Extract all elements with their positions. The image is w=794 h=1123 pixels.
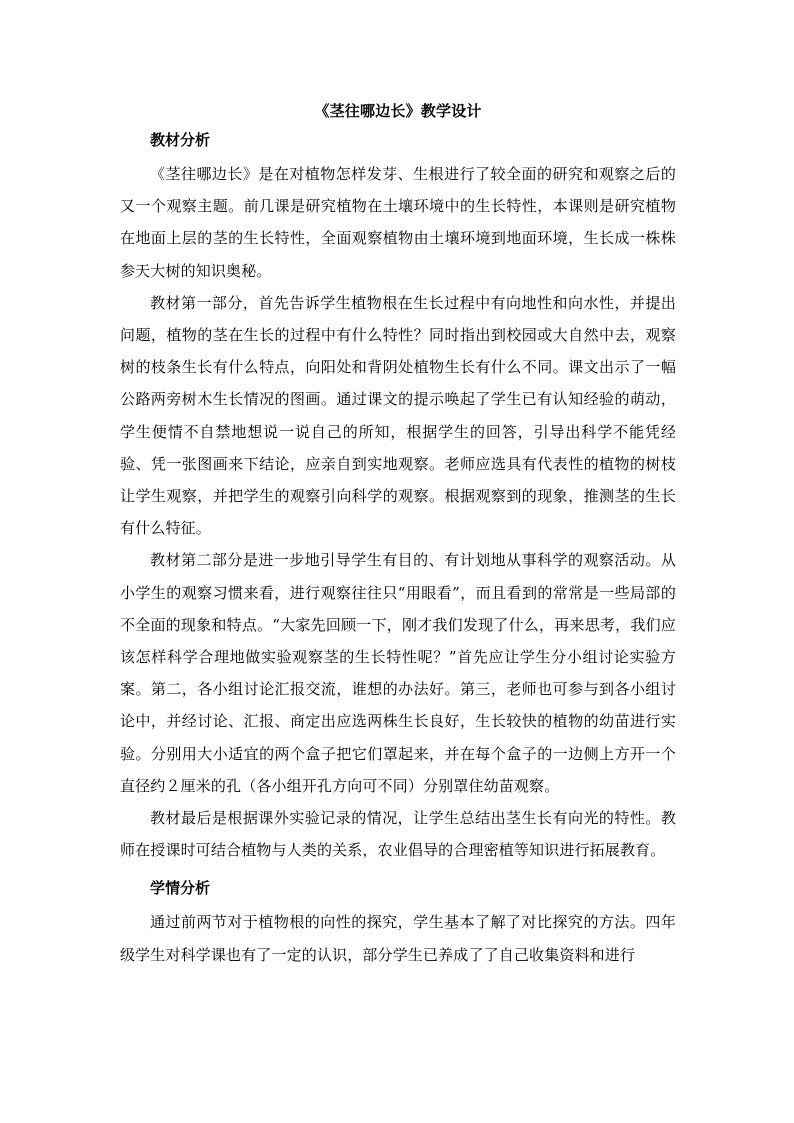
section-student-analysis bbox=[120, 876, 676, 970]
document-title: 《茎往哪边长》教学设计 bbox=[314, 102, 482, 120]
section-heading: 学情分析 bbox=[150, 879, 211, 898]
section-textbook-analysis bbox=[120, 128, 676, 866]
paragraph: 教材第二部分是进一步地引导学生有目的、有计划地从事科学的观察活动。从小学生的观察习惯来看，进行观察往往只“用眼看”，而且看到的常常是一些局部的不全面的现象和特点。“大家先回顾一下，刚才我们发现了什么，再来思考，我们应该怎样科学合理地做实验观察茎的生长特性呢？”首先应让学生分小组讨论实验方案。第二，各小组讨论汇报交流，谁想的办法好。第三，老师也可参与到各小组讨论中，并经讨论、汇报、商定出应选两株生长良好，生长较快的植物的幼苗进行实验。分别用大小适宜的两个盒子把它们罩起来，并在每个盒子的一边侧上方开一个直径约２厘米的孔（各小组开孔方向可不同）分别罩住幼苗观察。 bbox=[120, 551, 676, 795]
paragraph: 《茎往哪边长》是在对植物怎样发芽、生根进行了较全面的研究和观察之后的又一个观察主题。前几课是研究植物在土壤环境中的生长特性，本课则是研究植物在地面上层的茎的生长特性，全面观察植物由土壤环境到地面环境，生长成一株株参天大树的知识奥秘。 bbox=[120, 165, 676, 280]
section-heading: 教材分析 bbox=[150, 131, 211, 149]
document-body bbox=[120, 100, 676, 971]
paragraph: 教材最后是根据课外实验记录的情况，让学生总结出茎生长有向光的特性。教师在授课时可结合植物与人类的关系，农业倡导的合理密植等知识进行拓展教育。 bbox=[120, 809, 676, 860]
paragraph: 通过前两节对于植物根的向性的探究，学生基本了解了对比探究的方法。四年级学生对科学课也有了一定的认识，部分学生已养成了了自己收集资料和进行 bbox=[120, 913, 676, 964]
paragraph: 教材第一部分，首先告诉学生植物根在生长过程中有向地性和向水性，并提出问题，植物的茎在生长的过程中有什么特性？同时指出到校园或大自然中去，观察树的枝条生长有什么特点，向阳处和背阴处植物生长有什么不同。课文出示了一幅公路两旁树木生长情况的图画。通过课文的提示唤起了学生已有认知经验的萌动，学生便情不自禁地想说一说自己的所知，根据学生的回答，引导出科学不能凭经验、凭一张图画来下结论，应亲自到实地观察。老师应选具有代表性的植物的树枝让学生观察，并把学生的观察引向科学的观察。根据观察到的现象，推测茎的生长有什么特征。 bbox=[120, 293, 676, 538]
